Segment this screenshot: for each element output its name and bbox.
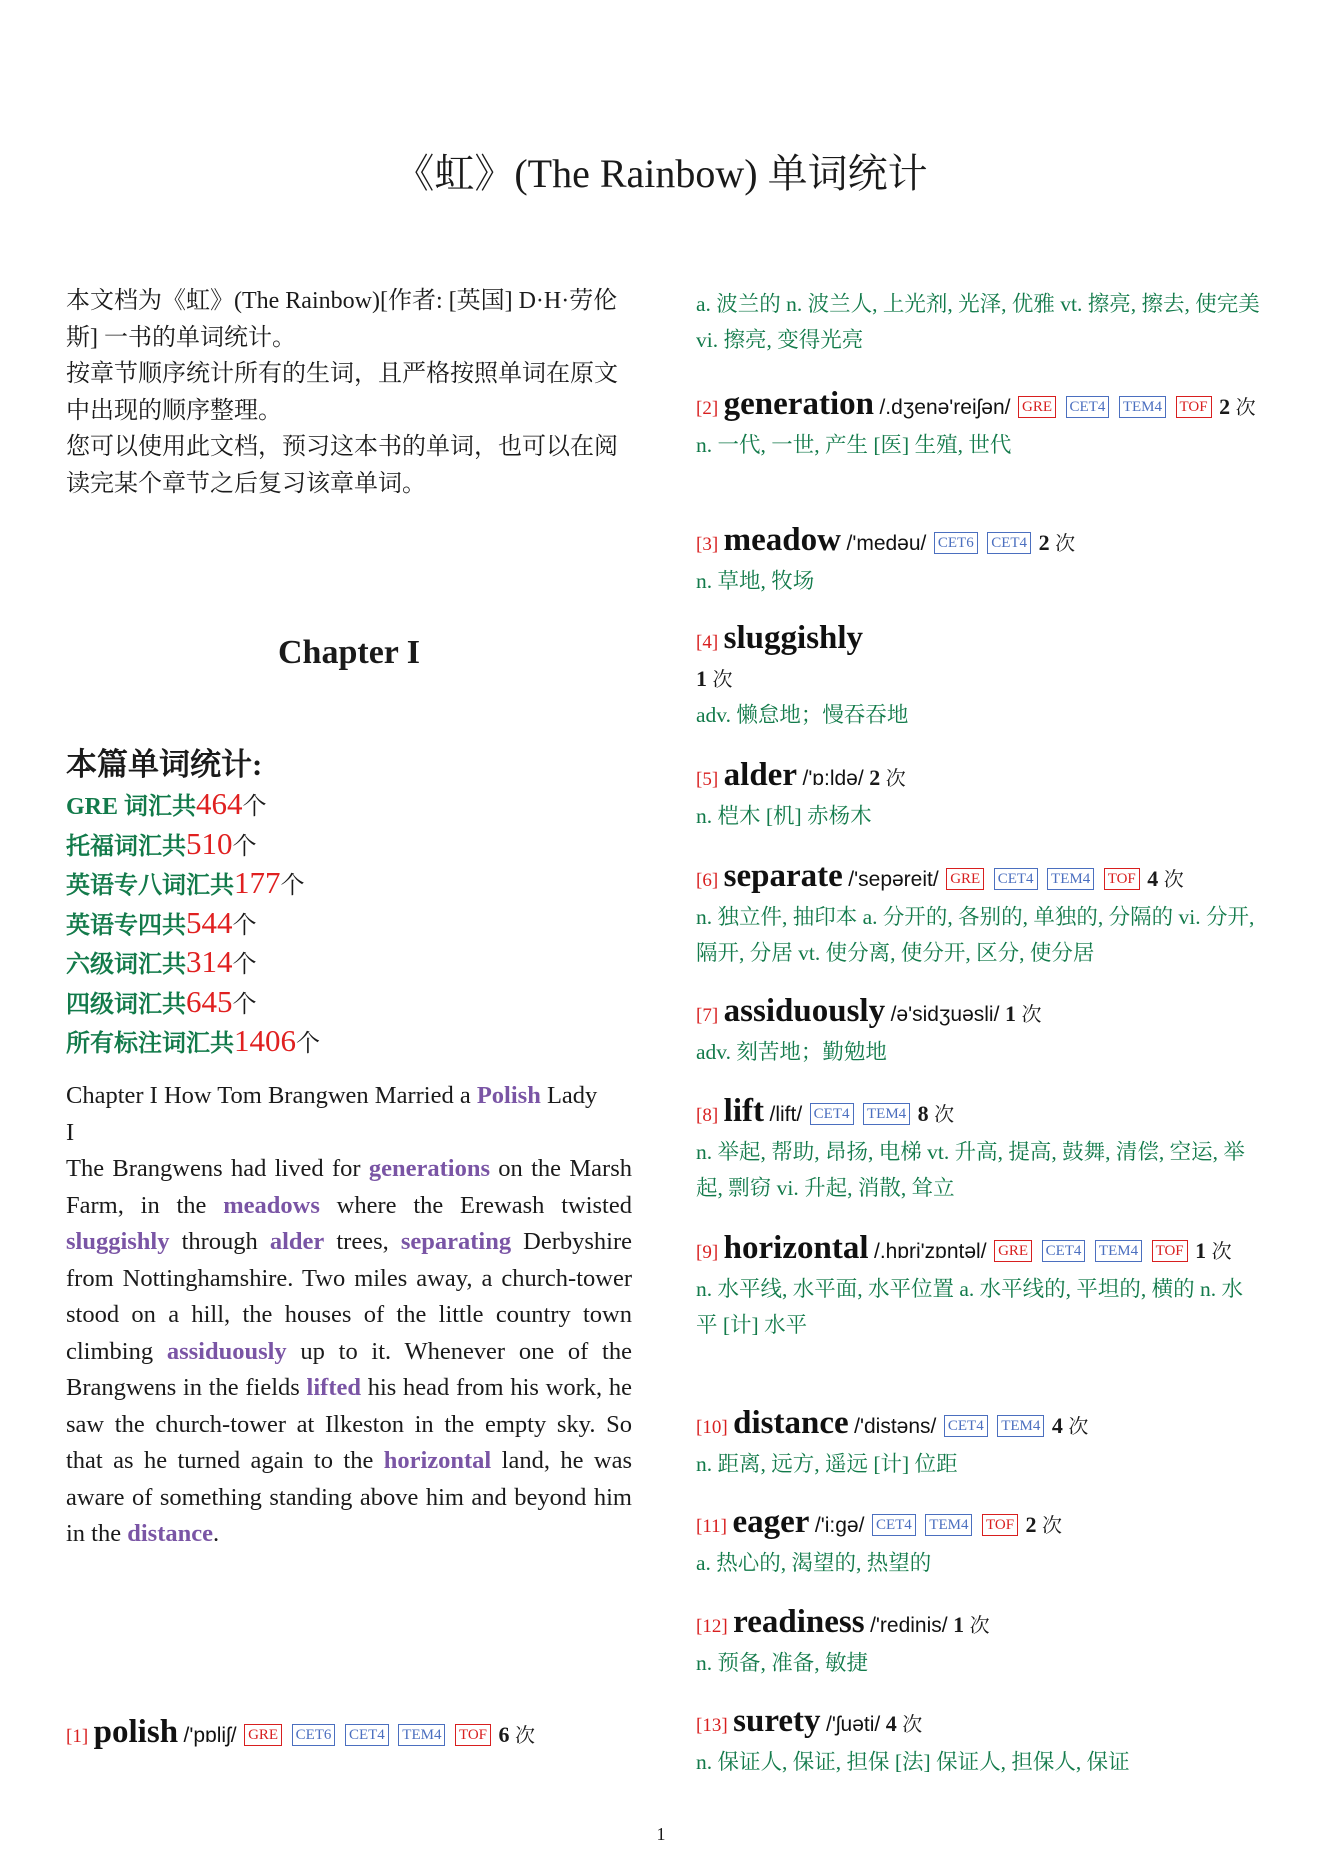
entry-phonetic: /.dʒenə'reiʃən/: [879, 396, 1011, 419]
highlighted-word[interactable]: separating: [400, 1228, 512, 1255]
count-suffix: 次: [969, 1613, 990, 1637]
highlighted-word[interactable]: horizontal: [383, 1447, 492, 1474]
entry-phonetic: /.hɒri'zɒntəl/: [873, 1240, 987, 1263]
chapter-body-text: [66, 1078, 632, 1553]
entry-number: [3]: [696, 534, 719, 555]
entry-phonetic: /'ʃuəti/: [826, 1713, 881, 1736]
stat-count: 464: [196, 786, 243, 821]
entry-word: readiness: [733, 1604, 865, 1640]
entry-word: surety: [733, 1703, 821, 1739]
count-suffix: 次: [1235, 395, 1256, 419]
entry-count: 4: [1147, 866, 1159, 891]
tag-gre: GRE: [244, 1724, 282, 1746]
entry-number: [4]: [696, 632, 719, 653]
stat-count: 1406: [234, 1023, 296, 1058]
stat-unit: 个: [296, 1031, 320, 1057]
highlighted-word[interactable]: Polish: [476, 1082, 541, 1109]
text-run: Lady: [540, 1082, 598, 1109]
text-run: Chapter I How Tom Brangwen Married a: [66, 1082, 477, 1109]
entry-number: [9]: [696, 1242, 719, 1263]
count-suffix: 次: [1055, 531, 1076, 555]
count-suffix: 次: [712, 667, 733, 691]
text-run: Derbyshire from Nottinghamshire. Two miles away, a church-tower stood on a hill, the houses of the little country town climbing: [66, 1228, 633, 1365]
vocab-entry: [696, 522, 1262, 599]
text-run: where the Erewash twisted: [319, 1191, 632, 1219]
entry-phonetic: /'redinis/: [870, 1614, 948, 1637]
tag-cet6: CET6: [934, 532, 978, 554]
count-suffix: 次: [934, 1102, 955, 1126]
vocab-entry: [696, 1093, 1262, 1206]
tag-cet4: CET4: [1066, 396, 1110, 418]
entry-definition: n. 保证人, 保证, 担保 [法] 保证人, 担保人, 保证: [696, 1750, 1130, 1774]
text-run: The Brangwens had lived for: [66, 1155, 369, 1182]
stat-label: 英语专四共: [66, 912, 186, 939]
entry-count: 1: [1195, 1238, 1207, 1263]
stat-label: 六级词汇共: [66, 952, 186, 978]
entry-count: 1: [1004, 1001, 1016, 1026]
entry-word: separate: [723, 858, 843, 894]
vocab-entry: [66, 1714, 632, 1755]
entry-word: assiduously: [723, 993, 886, 1029]
vocab-entry: [696, 620, 1262, 733]
tag-cet4: CET4: [994, 868, 1038, 890]
intro-line: 按章节顺序统计所有的生词，且严格按照单词在原文中出现的顺序整理。: [66, 361, 618, 424]
highlighted-word[interactable]: distance: [127, 1520, 213, 1547]
stat-count: 544: [186, 904, 233, 940]
entry-definition: a. 热心的, 渴望的, 热望的: [696, 1551, 932, 1575]
entry-definition: a. 波兰的 n. 波兰人, 上光剂, 光泽, 优雅 vt. 擦亮, 擦去, 使完美 vi. 擦亮, 变得光亮: [696, 292, 1260, 352]
tag-tem4: TEM4: [863, 1103, 910, 1125]
entry-head: [696, 1504, 1262, 1545]
text-run: land, he was aware of something standing above him and beyond him in the: [66, 1447, 632, 1547]
count-suffix: 次: [885, 766, 906, 790]
tag-cet4: CET4: [345, 1724, 389, 1746]
vocab-entry: [696, 1504, 1262, 1581]
stat-label: 四级词汇共: [66, 991, 186, 1018]
vocab-entry: [696, 1230, 1262, 1343]
entry-number: [8]: [696, 1105, 719, 1126]
text-run: on the Marsh Farm, in the: [66, 1155, 632, 1219]
entry-phonetic: /lift/: [769, 1103, 803, 1126]
entry-head: [696, 1405, 1262, 1446]
entry-head: [696, 858, 1262, 899]
tag-tem4: TEM4: [997, 1415, 1044, 1437]
tag-tem4: TEM4: [1047, 868, 1094, 890]
highlighted-word[interactable]: assiduously: [166, 1337, 287, 1365]
vocab-entry: [696, 757, 1262, 834]
page-title: 《虹》(The Rainbow) 单词统计: [394, 151, 928, 196]
vocab-entry: [696, 1405, 1262, 1482]
count-suffix: 次: [1021, 1002, 1042, 1026]
entry-head: [696, 1093, 1262, 1134]
text-run: .: [213, 1520, 220, 1547]
tag-tof: TOF: [455, 1724, 491, 1746]
tag-tem4: TEM4: [1095, 1240, 1142, 1262]
entry-definition: n. 预备, 准备, 敏捷: [696, 1651, 869, 1675]
entry-phonetic: /'sepəreit/: [848, 868, 939, 891]
highlighted-word[interactable]: meadows: [223, 1191, 320, 1219]
entry-head: [696, 1604, 1262, 1645]
entry-word: distance: [733, 1405, 849, 1441]
highlighted-word[interactable]: alder: [269, 1228, 325, 1255]
entry-count: 6: [498, 1722, 510, 1747]
tag-cet4: CET4: [944, 1415, 988, 1437]
entry-head: [696, 620, 1262, 661]
vocab-entry: [696, 386, 1262, 463]
word-stats: [66, 744, 632, 1063]
stats-title: 本篇单词统计:: [66, 747, 263, 782]
section-marker: I: [66, 1118, 75, 1146]
stat-row: [66, 905, 632, 945]
stat-row: [66, 865, 632, 905]
tag-tem4: TEM4: [1119, 396, 1166, 418]
tag-cet4: CET4: [1042, 1240, 1086, 1262]
tag-tem4: TEM4: [398, 1724, 445, 1746]
tag-gre: GRE: [994, 1240, 1032, 1262]
stat-unit: 个: [232, 991, 257, 1018]
tag-gre: GRE: [1018, 396, 1056, 418]
entry-word: alder: [723, 757, 797, 793]
tag-tof: TOF: [1176, 396, 1212, 418]
entry-head: [696, 993, 1262, 1034]
entry-number: [10]: [696, 1417, 728, 1438]
intro-text: [66, 283, 632, 502]
entry-number: [1]: [66, 1726, 89, 1747]
entry-number: [13]: [696, 1715, 728, 1736]
entry-head: [696, 386, 1262, 427]
tag-tof: TOF: [1152, 1240, 1188, 1262]
count-suffix: 次: [1068, 1414, 1089, 1438]
entry-count: 2: [1038, 530, 1050, 555]
entry-phonetic: /'i:gə/: [814, 1514, 865, 1537]
entry-word: meadow: [723, 522, 841, 558]
tag-tem4: TEM4: [925, 1514, 972, 1536]
highlighted-word[interactable]: sluggishly: [66, 1228, 170, 1255]
entry-definition: adv. 刻苦地；勤勉地: [696, 1040, 887, 1064]
entry-word: lift: [723, 1093, 764, 1129]
stat-unit: 个: [232, 833, 257, 860]
entry-word: polish: [93, 1714, 179, 1750]
stat-count: 510: [186, 825, 233, 861]
intro-line: 您可以使用此文档，预习这本书的单词，也可以在阅读完某个章节之后复习该章单词。: [66, 434, 618, 497]
entry-number: [2]: [696, 398, 719, 419]
entry-definition: n. 举起, 帮助, 昂扬, 电梯 vt. 升高, 提高, 鼓舞, 清偿, 空运, 举起, 剽窃 vi. 升起, 消散, 耸立: [696, 1140, 1245, 1200]
stat-row: [66, 984, 632, 1024]
text-run: up to it. Whenever one of the Brangwens in the fields: [66, 1337, 632, 1401]
highlighted-word[interactable]: lifted: [306, 1374, 361, 1401]
vocab-entry: [696, 993, 1262, 1070]
vocab-entry: [696, 1604, 1262, 1681]
stat-unit: 个: [232, 952, 257, 978]
stat-row: [66, 826, 632, 866]
stat-label: 英语专八词汇共: [66, 873, 234, 899]
entry-word: sluggishly: [723, 620, 864, 656]
entry-definition: n. 独立件, 抽印本 a. 分开的, 各别的, 单独的, 分隔的 vi. 分开, 隔开, 分居 vt. 使分离, 使分开, 区分, 使分居: [696, 905, 1255, 965]
entry-phonetic: /ə'sidʒuəsli/: [890, 1003, 1000, 1026]
vocab-entry-continued: [696, 286, 1262, 358]
vocab-entry: [696, 858, 1262, 971]
intro-line: 本文档为《虹》(The Rainbow)[作者: [英国] D·H·劳伦斯] 一书的单词统计。: [66, 288, 618, 351]
entry-count: 4: [885, 1711, 897, 1736]
entry-definition: adv. 懒怠地；慢吞吞地: [696, 703, 909, 727]
count-suffix: 次: [902, 1712, 923, 1736]
entry-definition: n. 距离, 远方, 遥远 [计] 位距: [696, 1452, 958, 1476]
entry-count: 2: [869, 765, 881, 790]
count-suffix: 次: [1211, 1239, 1232, 1263]
entry-definition: n. 桤木 [机] 赤杨木: [696, 804, 872, 828]
tag-tof: TOF: [982, 1514, 1018, 1536]
highlighted-word[interactable]: generations: [368, 1155, 490, 1182]
tag-cet4: CET4: [872, 1514, 916, 1536]
entry-head: [696, 1703, 1262, 1744]
stat-count: 314: [186, 944, 233, 979]
entry-head: [696, 1230, 1262, 1271]
stat-label: 托福词汇共: [66, 833, 186, 860]
entry-definition: n. 水平线, 水平面, 水平位置 a. 水平线的, 平坦的, 横的 n. 水平 [计] 水平: [696, 1277, 1244, 1337]
entry-phonetic: /'distəns/: [854, 1415, 937, 1438]
text-run: trees,: [324, 1228, 401, 1255]
text-run: through: [169, 1228, 270, 1255]
entry-head: [696, 757, 1262, 798]
entry-number: [11]: [696, 1516, 727, 1537]
stat-count: 645: [186, 983, 233, 1019]
entry-count: 2: [1025, 1512, 1037, 1537]
tag-tof: TOF: [1104, 868, 1140, 890]
count-suffix: 次: [1042, 1513, 1063, 1537]
entry-definition: n. 草地, 牧场: [696, 569, 815, 593]
entry-count: 1: [953, 1612, 965, 1637]
stat-unit: 个: [232, 912, 257, 939]
count-suffix: 次: [515, 1723, 536, 1747]
stat-unit: 个: [242, 794, 267, 820]
tag-cet4: CET4: [987, 532, 1031, 554]
stat-row: [66, 944, 632, 984]
stat-count: 177: [234, 865, 281, 900]
entry-head: [66, 1714, 632, 1755]
entry-number: [5]: [696, 769, 719, 790]
entry-count: 2: [1219, 394, 1231, 419]
chapter-subtitle: [66, 1078, 632, 1115]
vocab-entry: [696, 1703, 1262, 1780]
entry-number: [12]: [696, 1616, 728, 1637]
entry-head: [696, 522, 1262, 563]
entry-count: 4: [1051, 1413, 1063, 1438]
count-suffix: 次: [1163, 867, 1184, 891]
entry-number: [7]: [696, 1005, 719, 1026]
chapter-heading: Chapter I: [278, 634, 420, 671]
stat-row: [66, 786, 632, 826]
stat-row: [66, 1023, 632, 1063]
tag-cet4: CET4: [810, 1103, 854, 1125]
stat-label: 所有标注词汇共: [66, 1031, 234, 1057]
entry-word: eager: [732, 1504, 810, 1540]
entry-count-line: [696, 661, 1262, 697]
tag-gre: GRE: [946, 868, 984, 890]
entry-count: 8: [917, 1101, 929, 1126]
entry-count: 1: [696, 666, 707, 691]
stat-label: GRE 词汇共: [66, 794, 197, 820]
entry-word: horizontal: [723, 1230, 869, 1266]
paragraph: [66, 1151, 632, 1553]
entry-phonetic: /'pɒliʃ/: [183, 1724, 237, 1747]
stat-unit: 个: [280, 873, 305, 899]
entry-phonetic: /'medəu/: [846, 532, 927, 555]
entry-number: [6]: [696, 870, 719, 891]
entry-definition: n. 一代, 一世, 产生 [医] 生殖, 世代: [696, 433, 1012, 457]
entry-phonetic: /'ɒ:ldə/: [802, 767, 864, 790]
page-number: 1: [656, 1824, 666, 1844]
tag-cet6: CET6: [292, 1724, 336, 1746]
text-run: his head from his work, he saw the church-tower at Ilkeston in the empty sky. So that as he turned again to the: [66, 1374, 632, 1474]
entry-word: generation: [723, 386, 874, 422]
